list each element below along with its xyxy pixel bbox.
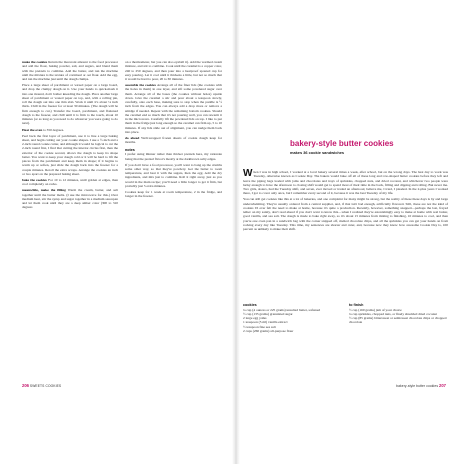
ingredients-cookies-heading: cookies [243, 303, 257, 307]
ingredients-finish-list [349, 308, 449, 325]
body-paragraph [125, 163, 222, 189]
ingredients-to-finish [349, 303, 449, 325]
ingredients-cookies-list [243, 308, 345, 333]
ingredient-item: ½ cup (160 grams) jam of your choice [349, 307, 402, 312]
right-page-footer [396, 383, 446, 389]
body-paragraph [22, 60, 118, 81]
paragraph-lead: Heat the oven [22, 127, 43, 132]
body-paragraph [125, 136, 222, 145]
ingredient-item: ¼ cup sprinkles, chopped nuts, or finely shredded dried coconut [349, 312, 438, 316]
paragraph-text: Arrange all of the finer lids (the cookies with the holes in them) in one layer, and sift some powdered sugar over them. Arrange all of the bases (the cookies without holes) upside down. Give the caramel a stir and pour about a teaspoon slowly, carefully, onto each base, making sure to stop when the puddle is ½ inch from the edges. You can always add a drop more or remove a smidge if needed. Repeat with the remaining bottom cookies. Should the caramel end so much that it's not pouring well, you can rewarm it in the microwave. Carefully lift the powdered lids on top. I like to put them in the fridge just long enough so the caramel can firm up, 5 to 10 minutes. If any lids slide out of alignment, you can nudge them back into place. [125, 83, 222, 134]
recipe-intro [243, 170, 448, 233]
ingredient-item: 1 teaspoon (5 ml) vanilla extract [243, 320, 288, 325]
body-paragraph [125, 60, 222, 81]
paragraph-text: on a thermometer, but you can also eyeball it). Add the warmed cream mixture, and stir to combine. Cook until the caramel is a copper color, 240 to 250 degrees, and then pour into a heatproof spouted cup for easy pouring. Let it cool until it thickens a little, but not so much that it would be hard to pour, 20 to 30 minutes. [125, 60, 222, 81]
body-paragraph [125, 152, 222, 161]
paragraph-lead: assemble the cookies [125, 83, 156, 88]
paragraph-text: Cookies keep for 1 week at room temperature, 2 in the fridge, and longer in the freezer. [125, 190, 222, 199]
ingredient-item: ½ cup (85 grams) bittersweet or semisweet chocolate chips or chopped chocolate [349, 316, 447, 325]
ingredients-finish-heading: to finish [349, 303, 364, 307]
paragraph-text: Well-wrapped frozen sheets of cookie dough keep for months. [125, 136, 222, 145]
paragraph-lead: meanwhile, make the filling [22, 188, 66, 193]
left-page-footer [22, 383, 61, 389]
body-paragraph [125, 190, 222, 199]
body-paragraph [22, 188, 118, 209]
ingredient-item: ½ teaspoon fine sea salt [243, 324, 276, 329]
ingredient-item: 2 cups (260 grams) all-purpose flour [243, 328, 294, 333]
intro-text-1: hen I was in high school, I worked at a local bakery several times a week, after school, but on the wrong days. The best day to work was Tuesday, otherwise known as Cookie Day. The bakers would bake off all of these long and row-shaped butter cookies before they left and leave the piping bags loaded with jams and chocolates and trays of sprinkles, chopped nuts, and dried coconut, and whichever two people were lucky enough to have the afternoon to closing shift would get to spend most of their time in the back, filling and dipping and rolling. But never me. Two girls, sisters, had the Tuesday shift, and seven, ever moved or traded an afternoon; believe me, I tried, I pleaded. In the 2-plus years I worked there, I got to cover only once, but I remember every second of it, because it was the best Tuesday of my life. [243, 170, 448, 196]
intro-paragraph-1 [243, 170, 448, 196]
paragraph-lead: make the cookies [22, 60, 48, 64]
paragraph-text: If you don't have a food processor, you'll want to bang up the crumbs some other way, so that they're powdery. Get the butter to room temperature, and beat it with the sugars, then the egg. Add the dry ingredients, and mix just to combine. Roll it right away, just as you would in the main recipe; you'll need a little longer to get it firm, but probably just 5 extra minutes. [125, 162, 222, 188]
intro-paragraph-2: You can still get cookies like this at a lot of bakeries, and one complaint for many might be strong, but the reality of these these days is by and large underwhelming. They're usually ordered from a central supplier, and, if that isn't bad enough, artificially flavored. Still, these are not the kind of cookies I'd ever felt the need to make at home, because it's quite a production. Recently, however, something snapped—perhaps the last, frayed tether on my sanity, don't read ahead if you don't want to know this—when I realized they're astonishingly easy to make at home with real butter, good vanilla, and sea salt. The dough is made to bake right away, so it's about 15 minutes from mixing to finishing, 10 minutes to cool, and then you're one oven pan in a sandwich bag with the corner snipped off, melted chocolate chips, and all the sprinkles you can get your hands on from rocking every day like Tuesday. This time, my sentences are shorter and cuter, and, because now they know how awesome Cookie Day is, 100 percent as unlikely to make their shift. [243, 197, 448, 232]
paragraph-text: to 350 degrees. [42, 127, 65, 132]
body-paragraph [22, 134, 118, 177]
recipe-title: bakery-style butter cookies [290, 139, 394, 148]
paragraph-text: Warm the cream, butter, and salt together until the butter melts. (I use the microwave for this.) Over medium heat, stir the syrup and sugar together in a medium saucepan and let them cook until they are a deep amber color (300 to 310 degrees [22, 188, 118, 210]
drop-cap: W [243, 168, 253, 180]
body-paragraph [22, 178, 118, 187]
running-head-right: bakery-style butter cookies [396, 384, 439, 388]
ingredient-item: ¼ cup (4 ounces or 225 grams) unsalted butter, softened [243, 307, 321, 312]
running-head-left: SWEETS COOKIES [29, 384, 62, 388]
page-number-right: 207 [439, 383, 446, 388]
paragraph-lead: do ahead [125, 136, 140, 141]
left-column-1 [22, 60, 118, 212]
ingredient-item: 2 large egg yolks [243, 316, 267, 321]
recipe-yield: makes 36 cookie sandwiches [290, 150, 345, 155]
page-number-left: 206 [22, 383, 29, 388]
paragraph-text: Return the macaroni amount to the food processor and add the flour, baking powder, salt, and sugars, and blend them with the pretzels to combine. Add the butter, and run the machine until the mixture is the texture of cornmeal or oat flour. Add the egg, and run the machine just until the dough clumps. [22, 60, 118, 81]
paragraph-text: Place a large sheet of parchment or waxed paper on a large board, and drop the clumpy dough on it. Use your hands to quick-mash it into one mound, don't bother kneading the dough. Place another large sheet of parchment or waxed paper on top, and, with a rolling pin, roll the dough out into one thin slab. Work it until it's about ⅛ inch thick. Chill in the freezer for at least 30 minutes. (The dough will be firm enough to cut.) Transfer the board, parchment, and flattened dough to the freezer, and chill until it is firm to the touch, about 10 minutes (or as long as you need to do whatever you were going to do next). [22, 83, 118, 126]
body-paragraph [125, 83, 222, 134]
body-paragraph [22, 128, 118, 132]
paragraph-text: I prefer using thinner rather than thicker pretzels here, my rationale being that the pretzel flavor's mostly at the darkbrown salty edges. [125, 152, 222, 161]
paragraph-lead: bake the cookies [22, 178, 47, 183]
paragraph-text: Peel back the first layer of parchment, use it to line a large baking sheet, and begin cutting out your cookie shapes. I use a ½-inch and a 2-inch round cookie cutter, and although it would be logical to cut the 2-inch round first, I find that cutting the interior circles first, then the exterior of the cookie second, allows the dough to keep its shape better. You want to keep your dough cold or it will be hard to lift the pieces from the parchment and keep them in shape; if it begins to warm up or soften, just slide the dough back into the freezer for a couple minutes. Reroll the extra scraps. Arrange the cookies an inch or two apart on the prepared baking sheet. [22, 133, 118, 176]
ingredient-item: ½ cup (135 grams) granulated sugar [243, 312, 293, 316]
left-column-2 [125, 60, 222, 200]
body-paragraph [22, 83, 118, 126]
section-heading: notes [125, 147, 135, 152]
ingredients-cookies [243, 303, 345, 333]
paragraph-text: For 10 to 12 minutes, until golden at edges, then cool completely on racks. [22, 178, 119, 187]
